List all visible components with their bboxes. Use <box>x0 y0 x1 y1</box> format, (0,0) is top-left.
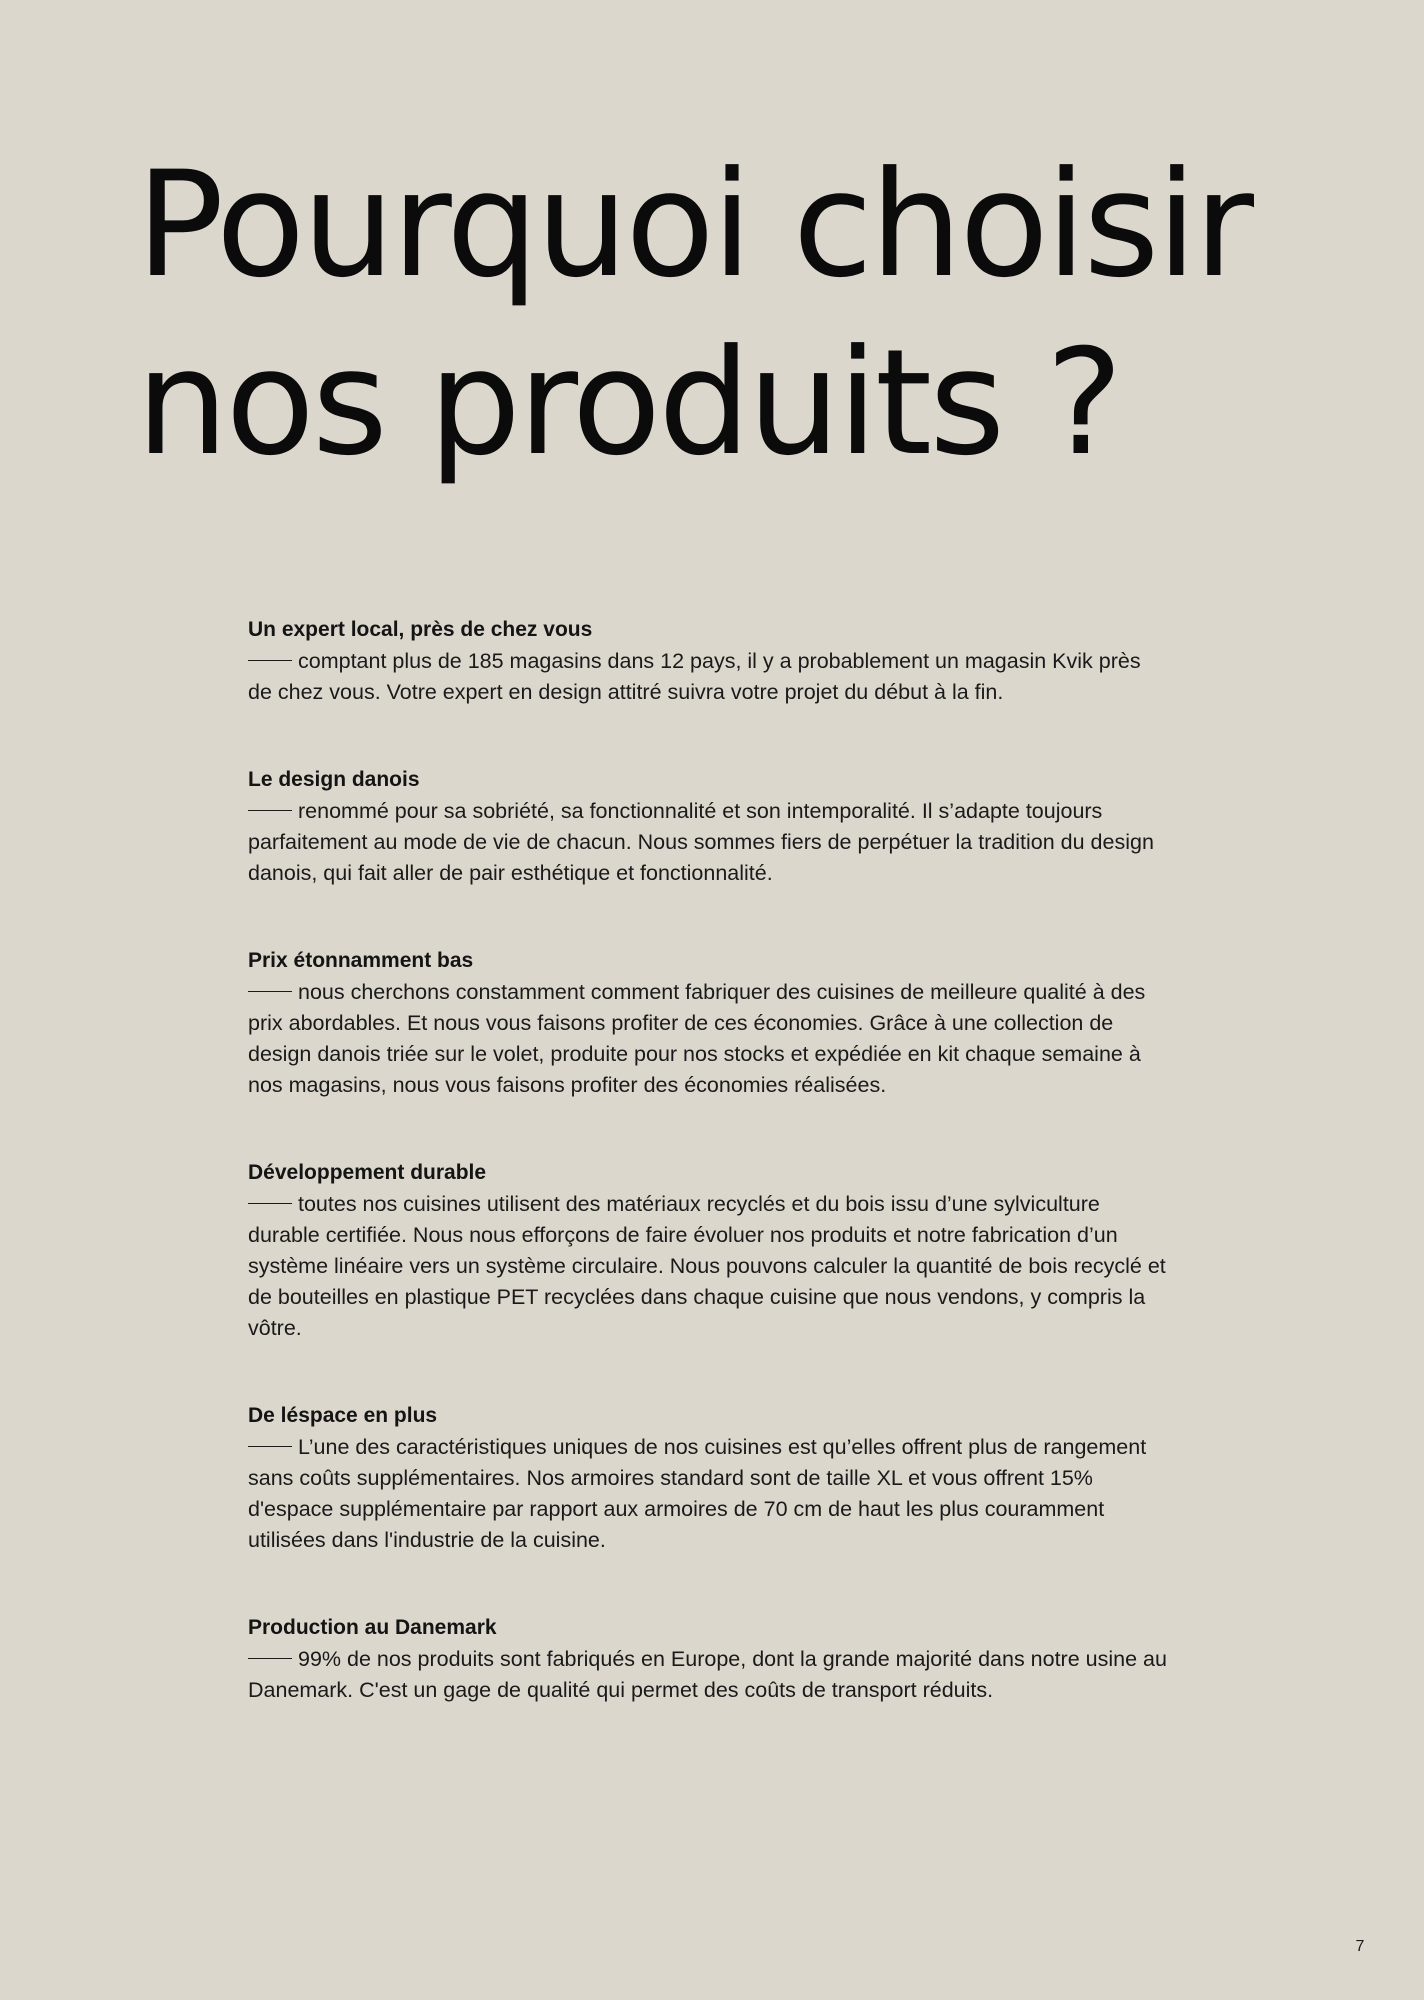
section-low-prices <box>248 945 1168 1101</box>
page-headline <box>136 136 1336 492</box>
em-dash-rule <box>248 660 292 661</box>
section-body <box>248 1189 1168 1344</box>
section-body <box>248 977 1168 1101</box>
section-title: Développement durable <box>248 1161 487 1184</box>
section-title: Un expert local, près de chez vous <box>248 618 593 641</box>
section-title: De léspace en plus <box>248 1404 438 1427</box>
section-extra-space <box>248 1400 1168 1556</box>
headline-line-1: Pourquoi choisir <box>136 140 1252 310</box>
em-dash-rule <box>248 1446 292 1447</box>
em-dash-rule <box>248 1203 292 1204</box>
section-production-denmark <box>248 1612 1168 1706</box>
section-text: toutes nos cuisines utilisent des matériaux recyclés et du bois issu d’une sylviculture durable certifiée. Nous nous efforçons de faire évoluer nos produits et notre fabrication d’un système linéaire vers un système circulaire. Nous pouvons calculer la quantité de bois recyclé et de bouteilles en plastique PET recyclées dans chaque cuisine que nous vendons, y compris la vôtre. <box>248 1192 1166 1340</box>
section-body <box>248 1432 1168 1556</box>
em-dash-rule <box>248 810 292 811</box>
section-local-expert <box>248 614 1168 708</box>
section-body <box>248 1644 1168 1706</box>
section-text: renommé pour sa sobriété, sa fonctionnalité et son intemporalité. Il s’adapte toujours parfaitement au mode de vie de chacun. Nous sommes fiers de perpétuer la tradition du design danois, qui fait aller de pair esthétique et fonctionnalité. <box>248 799 1154 885</box>
headline-line-2: nos produits ? <box>136 318 1121 488</box>
section-sustainability <box>248 1157 1168 1344</box>
section-text: 99% de nos produits sont fabriqués en Europe, dont la grande majorité dans notre usine au Danemark. C'est un gage de qualité qui permet des coûts de transport réduits. <box>248 1647 1167 1702</box>
section-title: Production au Danemark <box>248 1616 497 1639</box>
em-dash-rule <box>248 991 292 992</box>
section-danish-design <box>248 764 1168 889</box>
page-number: 7 <box>1355 1938 1365 1955</box>
section-title: Prix étonnamment bas <box>248 949 474 972</box>
em-dash-rule <box>248 1658 292 1659</box>
section-body <box>248 796 1168 889</box>
section-title: Le design danois <box>248 768 420 791</box>
section-text: comptant plus de 185 magasins dans 12 pays, il y a probablement un magasin Kvik près de chez vous. Votre expert en design attitré suivra votre projet du début à la fin. <box>248 649 1141 704</box>
feature-list <box>248 614 1168 1706</box>
section-body <box>248 646 1168 708</box>
section-text: nous cherchons constamment comment fabriquer des cuisines de meilleure qualité à des prix abordables. Et nous vous faisons profiter de ces économies. Grâce à une collection de design danois triée sur le volet, produite pour nos stocks et expédiée en kit chaque semaine à nos magasins, nous vous faisons profiter des économies réalisées. <box>248 980 1146 1097</box>
section-text: L’une des caractéristiques uniques de nos cuisines est qu’elles offrent plus de rangement sans coûts supplémentaires. Nos armoires standard sont de taille XL et vous offrent 15% d'espace supplémentaire par rapport aux armoires de 70 cm de haut les plus couramment utilisées dans l'industrie de la cuisine. <box>248 1435 1147 1552</box>
